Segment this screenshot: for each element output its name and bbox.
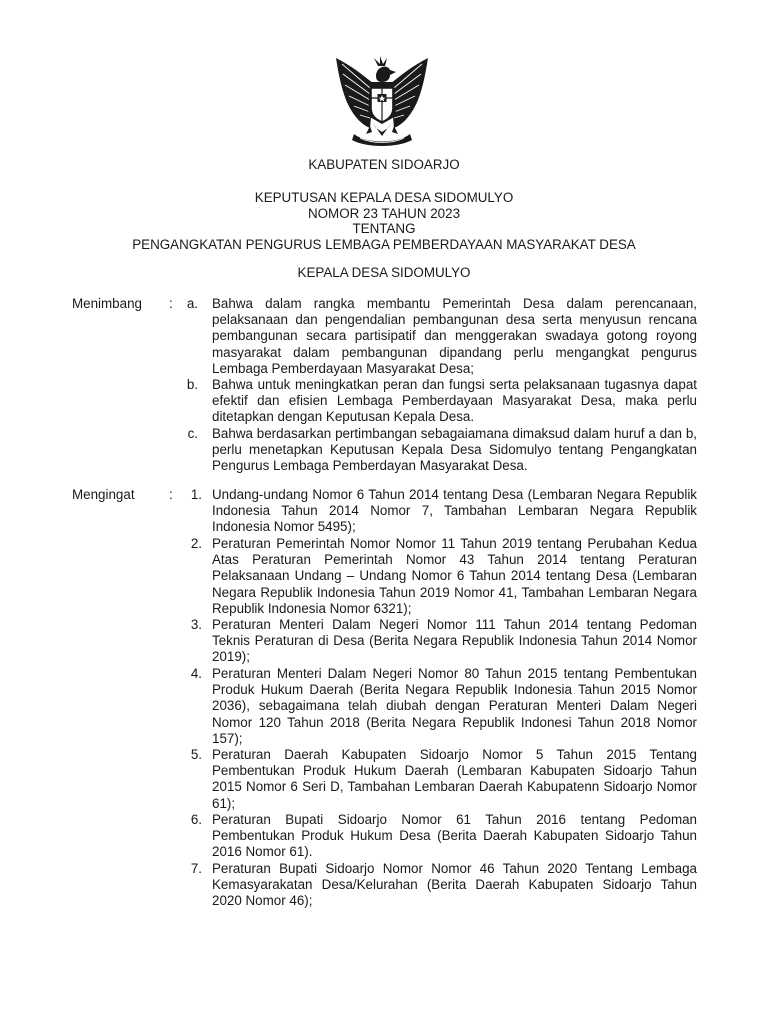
list-marker: 1. (190, 487, 202, 502)
section-colon: : (169, 487, 173, 502)
list-item-text: Peraturan Menteri Dalam Negeri Nomor 111 Tahun 2014 tentang Pedoman Teknis Peraturan di Desa (Berita Negara Republik Indonesia Tahun 2014 Nomor 2019); (212, 617, 697, 665)
list-marker: 4. (190, 666, 202, 681)
decree-about: TENTANG (352, 221, 416, 237)
decree-number: NOMOR 23 TAHUN 2023 (307, 205, 461, 221)
list-marker: 3. (190, 617, 202, 632)
list-item-text: Peraturan Menteri Dalam Negeri Nomor 80 Tahun 2015 tentang Pembentukan Produk Hukum Daerah (Berita Negara Republik Indonesia Tahun 2015 Nomor 2036), sebagaimana telah diubah dengan Peraturan Menteri Dalam Negeri Nomor 120 Tahun 2018 (Berita Negara Republik Indonesi Tahun 2018 Nomor 157); (212, 666, 697, 746)
list-item-text: Undang-undang Nomor 6 Tahun 2014 tentang Desa (Lembaran Negara Republik Indonesia Tahun 2014 Nomor 7, Tambahan Lembaran Negara Republik Indonesia Nomor 5495); (212, 487, 697, 535)
list-item-text: Peraturan Bupati Sidoarjo Nomor Nomor 46 Tahun 2020 Tentang Lembaga Kemasyarakatan Desa/Kelurahan (Berita Daerah Kabupaten Sidoarjo Tahun 2020 Nomor 46); (212, 861, 697, 909)
section-colon: : (169, 296, 173, 311)
list-marker: 6. (190, 812, 202, 827)
decree-subject: PENGANGKATAN PENGURUS LEMBAGA PEMBERDAYAAN MASYARAKAT DESA (132, 236, 636, 252)
regency-heading: KABUPATEN SIDOARJO (308, 157, 460, 172)
list-marker: 2. (190, 536, 202, 551)
list-item-text: Peraturan Bupati Sidoarjo Nomor 61 Tahun 2016 tentang Pedoman Pembentukan Produk Hukum Desa (Berita Daerah Kabupaten Sidoarjo Tahun 2016 Nomor 61). (212, 812, 697, 860)
list-marker: 5. (190, 747, 202, 762)
list-marker: a. (186, 296, 198, 311)
list-marker: c. (187, 426, 198, 441)
list-marker: 7. (190, 861, 202, 876)
list-item-text: Bahwa dalam rangka membantu Pemerintah Desa dalam perencanaan, pelaksanaan dan pengendalian pembangunan desa serta menyusun rencana pembangunan secara partisipatif dan menggerakan swadaya gotong royong masyarakat dalam pembangunan dipandang perlu mengangkat pengurus Lembaga Pemberdayaan Masyarakat Desa; (212, 296, 697, 376)
list-item-text: Peraturan Daerah Kabupaten Sidoarjo Nomor 5 Tahun 2015 Tentang Pembentukan Produk Hukum Daerah (Lembaran Kabupaten Sidoarjo Tahun 2015 Nomor 6 Seri D, Tambahan Lembaran Daerah Kabupatenn Sidoarjo Nomor 61); (212, 747, 697, 811)
list-marker: b. (186, 377, 198, 392)
list-item-text: Peraturan Pemerintah Nomor Nomor 11 Tahun 2019 tentang Perubahan Kedua Atas Peraturan Pemerintah Nomor 43 Tahun 2014 tentang Peraturan Pelaksanaan Undang – Undang Nomor 6 Tahun 2014 tentang Desa (Lembaran Negara Republik Indonesia Tahun 2019 Nomor 41, Tambahan Lembaran Negara Republik Indonesia Nomor 6321); (212, 536, 697, 616)
list-item-text: Bahwa untuk meningkatkan peran dan fungsi serta pelaksanaan tugasnya dapat efektif dan efisien Lembaga Pemberdayaan Masyarakat Desa, maka perlu ditetapkan dengan Keputusan Kepala Desa. (212, 377, 697, 425)
garuda-emblem-icon (330, 54, 434, 146)
decree-title: KEPUTUSAN KEPALA DESA SIDOMULYO (254, 190, 514, 205)
section-label: Menimbang (72, 296, 142, 311)
section-label: Mengingat (72, 487, 135, 502)
list-item-text: Bahwa berdasarkan pertimbangan sebagaiamana dimaksud dalam huruf a dan b, perlu menetapkan Keputusan Kepala Desa Sidomulyo tentang Pengangkatan Pengurus Lembaga Pemberdayan Masyarakat Desa. (212, 426, 697, 474)
issuer-heading: KEPALA DESA SIDOMULYO (297, 265, 471, 280)
